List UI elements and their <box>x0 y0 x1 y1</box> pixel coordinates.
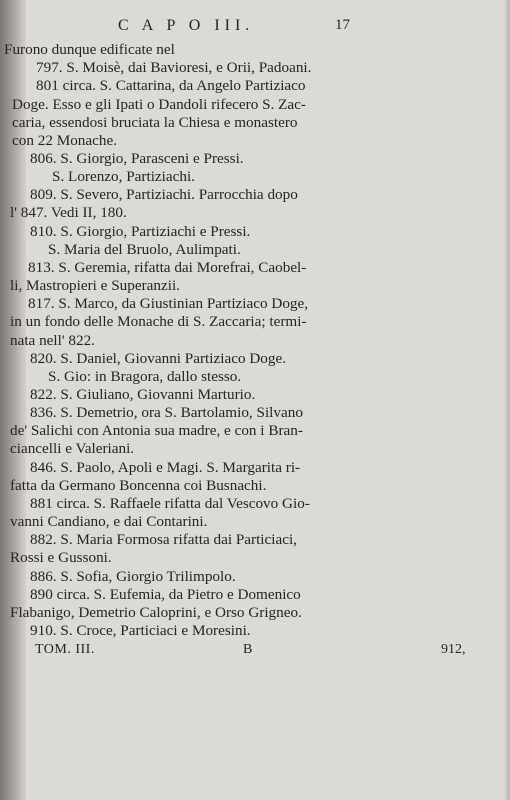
catchword: 912, <box>441 642 466 657</box>
text-line: Doge. Esso e gli Ipati o Dandoli rifecero S. Zac- <box>12 95 306 113</box>
text-line: fatta da Germano Boncenna coi Busnachi. <box>10 476 267 494</box>
text-line: 810. S. Giorgio, Partiziachi e Pressi. <box>30 222 251 240</box>
running-header <box>0 17 510 39</box>
text-line: 890 circa. S. Eufemia, da Pietro e Domenico <box>30 585 301 603</box>
text-line: caria, essendosi bruciata la Chiesa e monastero <box>12 113 298 131</box>
text-line: 806. S. Giorgio, Parasceni e Pressi. <box>30 149 244 167</box>
text-line: vanni Candiano, e dai Contarini. <box>10 513 208 531</box>
text-line: Rossi e Gussoni. <box>10 549 112 567</box>
text-line: 846. S. Paolo, Apoli e Magi. S. Margarita ri- <box>30 458 301 476</box>
text-line: con 22 Monache. <box>12 131 118 149</box>
chapter-title: C A P O III. <box>118 17 255 34</box>
text-line: S. Gio: in Bragora, dallo stesso. <box>48 367 242 385</box>
page-number: 17 <box>335 17 350 33</box>
text-line: 801 circa. S. Cattarina, da Angelo Partiziaco <box>36 77 306 95</box>
text-line: 822. S. Giuliano, Giovanni Marturio. <box>30 386 256 403</box>
text-line: 817. S. Marco, da Giustinian Partiziaco Doge, <box>28 295 309 313</box>
text-line: 886. S. Sofia, Giorgio Trilimpolo. <box>30 567 236 585</box>
text-line: 809. S. Severo, Partiziachi. Parrocchia dopo <box>30 186 298 204</box>
text-line: 797. S. Moisè, dai Bavioresi, e Orii, Padoani. <box>36 59 312 77</box>
page-right-edge <box>504 0 510 800</box>
text-line: S. Maria del Bruolo, Aulimpati. <box>48 240 241 258</box>
text-line: 836. S. Demetrio, ora S. Bartolamio, Silvano <box>30 404 303 422</box>
text-line: 881 circa. S. Raffaele rifatta dal Vescovo Gio- <box>30 494 310 512</box>
text-line: li, Mastropieri e Superanzii. <box>10 277 180 294</box>
text-line: l' 847. Vedi II, 180. <box>10 204 127 222</box>
text-line: 910. S. Croce, Particiaci e Moresini. <box>30 622 251 639</box>
text-line: Furono dunque edificate nel <box>4 41 175 58</box>
signature-mark: B <box>243 642 253 657</box>
text-line: de' Salichi con Antonia sua madre, e con i Bran- <box>10 422 303 440</box>
text-line: Flabanigo, Demetrio Caloprini, e Orso Grigneo. <box>10 603 302 621</box>
text-line: 820. S. Daniel, Giovanni Partiziaco Doge. <box>30 349 287 367</box>
text-line: ciancelli e Valeriani. <box>10 440 135 458</box>
volume-marker: TOM. III. <box>35 642 95 657</box>
text-line: 813. S. Geremia, rifatta dai Morefrai, Caobel- <box>28 258 307 276</box>
text-line: S. Lorenzo, Partiziachi. <box>52 168 195 186</box>
page-footer <box>0 642 510 664</box>
text-line: in un fondo delle Monache di S. Zaccaria; termi- <box>10 313 307 331</box>
text-line: nata nell' 822. <box>10 331 95 349</box>
text-line: 882. S. Maria Formosa rifatta dai Particiaci, <box>30 531 297 549</box>
